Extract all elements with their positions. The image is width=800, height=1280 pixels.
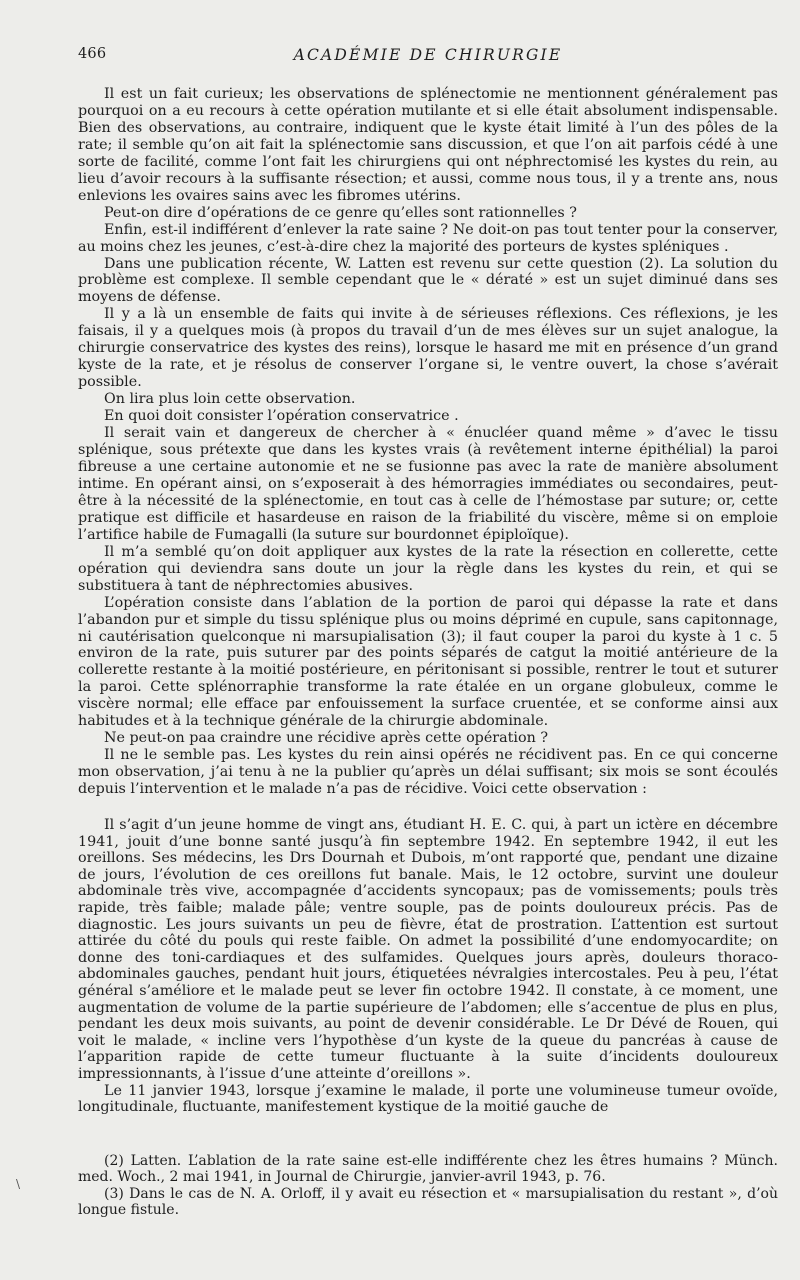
paragraph-healthy-spleen-question: Enfin, est-il indifférent d’enlever la rate saine ? Ne doit-on pas tout tenter pour la conserver, au moins chez les jeunes, c’est-à-dire chez la majorité des porteurs de kystes spléniques . [78, 221, 778, 255]
observation-case-history: Il s’agit d’un jeune homme de vingt ans, étudiant H. E. C. qui, à part un ictère en décembre 1941, jouit d’une bonne santé jusqu’à fin septembre 1942. En septembre 1942, il eut les oreillons. Ses médecins, les Drs Dournah et Dubois, m’ont rapporté que, pendant une dizaine de jours, l’évolution de ces oreillons fut banale. Mais, le 12 octobre, survint une douleur abdominale très vive, accompagnée d’accidents syncopaux; pas de vomissements; pouls très rapide, très faible; malade pâle; ventre souple, pas de points douloureux précis. Pas de diagnostic. Les jours suivants un peu de fièvre, état de prostration. L’attention est surtout attirée du côté du pouls qui reste faible. On admet la possibilité d’une endomyocardite; on donne des toni-cardiaques et des sulfamides. Quelques jours après, douleurs thoraco-abdominales gauches, pendant huit jours, étiquetées névralgies intercostales. Peu à peu, l’état général s’améliore et le malade peut se lever fin octobre 1942. Il constate, à ce moment, une augmentation de volume de la partie supérieure de l’abdomen; elle s’accentue de plus en plus, pendant les deux mois suivants, au point de devenir considérable. Le Dr Dévé de Rouen, qui voit le malade, « incline vers l’hypothèse d’un kyste de la queue du pancréas à cause de l’apparition rapide de cette tumeur fluctuante à la suite d’incidents douloureux impressionnants, à l’issue d’une atteinte d’oreillons ». [78, 817, 778, 1082]
paragraph-latten-publication: Dans une publication récente, W. Latten est revenu sur cette question (2). La solution du problème est complexe. Il semble cependant que le « dératé » est un sujet diminué dans ses moyens de défense. [78, 255, 778, 306]
paragraph-no-recurrence: Il ne le semble pas. Les kystes du rein ainsi opérés ne récidivent pas. En ce qui concerne mon observation, j’ai tenu à ne la publier qu’après un délai suffisant; six mois se sont écoulés depuis l’intervention et le malade n’a pas de récidive. Voici cette observation : [78, 747, 778, 798]
paragraph-rational-question: Peut-on dire d’opérations de ce genre qu’elles sont rationnelles ? [104, 204, 577, 221]
page-number: 466 [78, 46, 107, 62]
paragraph-conservative-operation-question: En quoi doit consister l’opération conservatrice . [104, 408, 459, 425]
case-observation [78, 817, 778, 1116]
observation-examination-start: Le 11 janvier 1943, lorsque j’examine le malade, il porte une volumineuse tumeur ovoïde, longitudinale, fluctuante, manifestement kystique de la moitié gauche de [78, 1082, 778, 1116]
paragraph-operation-technique: L’opération consiste dans l’ablation de la portion de paroi qui dépasse la rate et dans l’abandon pur et simple du tissu splénique plus ou moins déprimé en cupule, sans capitonnage, ni cautérisation quelconque ni marsupialisation (3); il faut couper la paroi du kyste à 1 c. 5 environ de la rate, puis suturer par des points séparés de catgut la moitié antérieure de la collerette restante à la moitié postérieure, en péritonisant si possible, rentrer le tout et suturer la paroi. Cette splénorraphie transforme la rate étalée en un organe globuleux, comme le viscère normal; elle efface par enfouissement la surface cruentée, et se conforme ainsi aux habitudes et à la technique générale de la chirurgie abdominale. [78, 594, 778, 730]
running-header [78, 46, 778, 66]
footnote-3: (3) Dans le cas de N. A. Orloff, il y avait eu résection et « marsupialisation du restant », d’où longue fistule. [78, 1185, 778, 1219]
margin-mark: \ [16, 1177, 21, 1191]
paragraph-recurrence-question: Ne peut-on paa craindre une récidive après cette opération ? [104, 730, 548, 747]
footnotes [78, 1153, 778, 1219]
paragraph-observation-later: On lira plus loin cette observation. [104, 391, 356, 408]
paragraph-collar-resection: Il m’a semblé qu’on doit appliquer aux kystes de la rate la résection en collerette, cette opération qui deviendra sans doute un jour la règle dans les kystes du rein, et qui se substituera à tant de néphrectomies abusives. [78, 543, 778, 594]
paragraph-splenectomy-observations: Il est un fait curieux; les observations de splénectomie ne mentionnent généralement pas pourquoi on a eu recours à cette opération mutilante et si elle était absolument indispensable. Bien des observations, au contraire, indiquent que le kyste était limité à l’un des pôles de la rate; il semble qu’on ait fait la splénectomie sans discussion, et que l’on ait parfois cédé à une sorte de facilité, comme l’ont fait les chirurgiens qui ont néphrectomisé les kystes du rein, au lieu d’avoir recours à la suffisante résection; et aussi, comme nous tous, il y a trente ans, nous enlevions les ovaires sains avec les fibromes utérins. [78, 86, 778, 204]
main-text [78, 86, 778, 798]
footnote-2: (2) Latten. L’ablation de la rate saine est-elle indifférente chez les êtres humains ? Münch. med. Woch., 2 mai 1941, in Journal de Chirurgie, janvier-avril 1943, p. 76. [78, 1153, 778, 1186]
paragraph-reflections: Il y a là un ensemble de faits qui invite à de sérieuses réflexions. Ces réflexions, je les faisais, il y a quelques mois (à propos du travail d’un de mes élèves sur un sujet analogue, la chirurgie conservatrice des kystes des reins), lorsque le hasard me mit en présence d’un grand kyste de la rate, et je résolus de conserver l’organe si, le ventre ouvert, la chose s’avérait possible. [78, 306, 778, 391]
journal-title: ACADÉMIE DE CHIRURGIE [293, 46, 563, 64]
paragraph-enucleation-risk: Il serait vain et dangereux de chercher à « énucléer quand même » d’avec le tissu splénique, sous prétexte que dans les kystes vrais (à revêtement interne épithélial) la paroi fibreuse a une certaine autonomie et ne se fusionne pas avec la rate de manière absolument intime. En opérant ainsi, on s’exposerait à des hémorragies immédiates ou secondaires, peut-être à la nécessité de la splénectomie, en tout cas à celle de l’hémostase par suture; or, cette pratique est difficile et hasardeuse en raison de la friabilité du viscère, même si on emploie l’artifice habile de Fumagalli (la suture sur bourdonnet épiploïque). [78, 425, 778, 543]
